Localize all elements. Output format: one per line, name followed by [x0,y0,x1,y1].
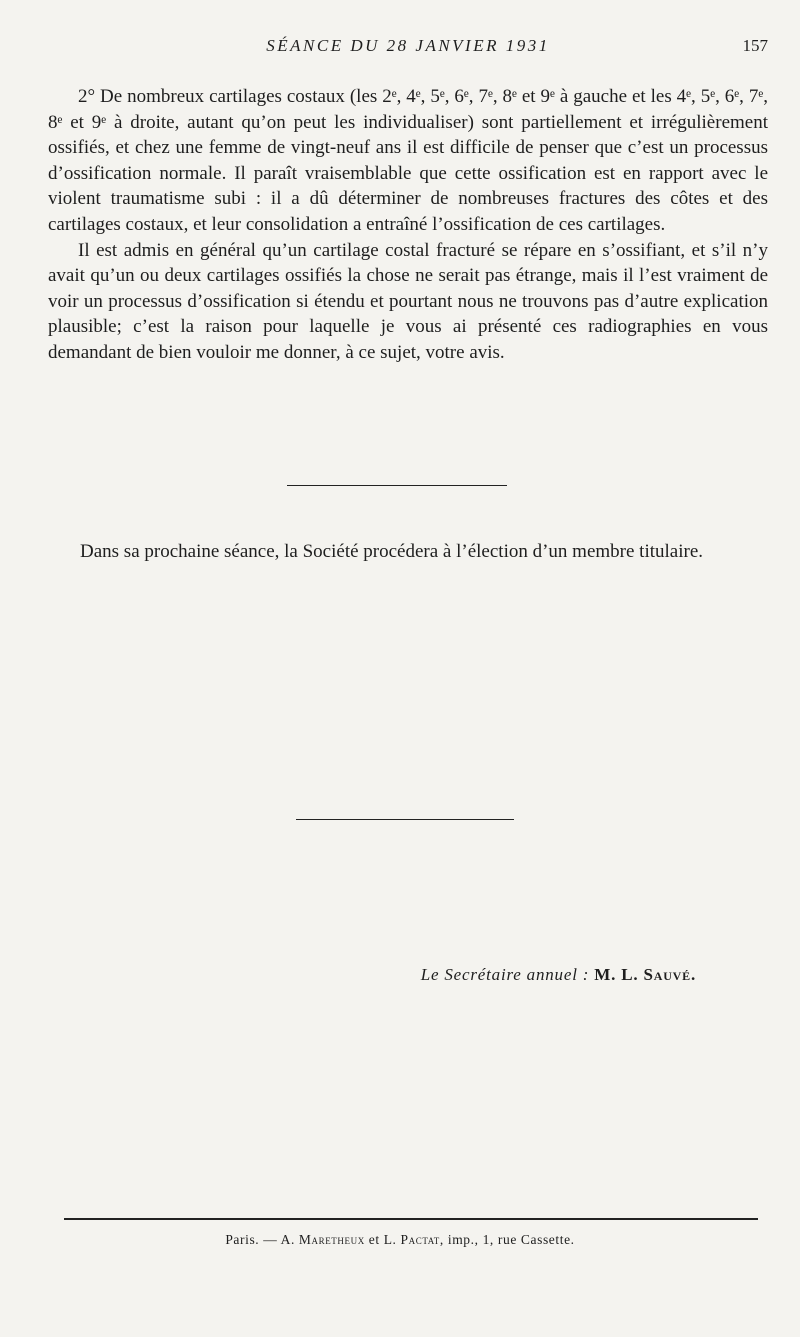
announcement [48,538,768,565]
running-header [48,36,768,62]
section-divider [296,819,514,820]
signature-role: Le Secrétaire annuel : [420,965,590,984]
imprint-middle: et L. [364,1232,401,1247]
section-divider [287,485,507,486]
printer-imprint [0,1232,800,1248]
imprint-printer-1: Maretheux [298,1232,365,1247]
running-title: SÉANCE DU 28 JANVIER 1931 [266,36,550,55]
imprint-suffix: , imp., 1, rue Cassette. [439,1232,575,1247]
announcement-text: Dans sa prochaine séance, la Société procédera à l’élection d’un membre titulaire. [80,541,704,562]
signature [421,965,696,985]
page-number: 157 [742,36,768,55]
footer-rule [64,1218,758,1220]
imprint-printer-2: Pactat [400,1232,440,1247]
paragraph: Il est admis en général qu’un cartilage costal fracturé se répare en s’ossifiant, et s’il n’y avait qu’un ou deux cartilages ossifiés la chose ne serait pas étrange, mais il l’est vraiment de voir un processus d’ossification si étendu et pourtant nous ne trouvons pas d’autre explication plausible; c’est la raison pour laquelle je vous ai présenté ces radiographies en vous demandant de bien vouloir me donner, à ce sujet, votre avis. [48,239,768,363]
paragraph: 2° De nombreux cartilages costaux (les 2ᵉ, 4ᵉ, 5ᵉ, 6ᵉ, 7ᵉ, 8ᵉ et 9ᵉ à gauche et les 4ᵉ, 5ᵉ, 6ᵉ, 7ᵉ, 8ᵉ et 9ᵉ à droite, autant qu’on peut les individualiser) sont partiellement et irrégulièrement ossifiés, et chez une femme de vingt-neuf ans il est difficile de penser que c’est un processus d’ossification normale. Il paraît vraisemblable que cette ossification est en rapport avec le violent traumatisme subi : il a dû déterminer de nombreuses fractures des côtes et des cartilages costaux, et leur consolidation a entraîné l’ossification de ces cartilages. [48,86,768,235]
article-body [48,84,768,366]
imprint-prefix: Paris. — A. [225,1232,299,1247]
signature-name: M. L. Sauvé. [594,965,696,984]
